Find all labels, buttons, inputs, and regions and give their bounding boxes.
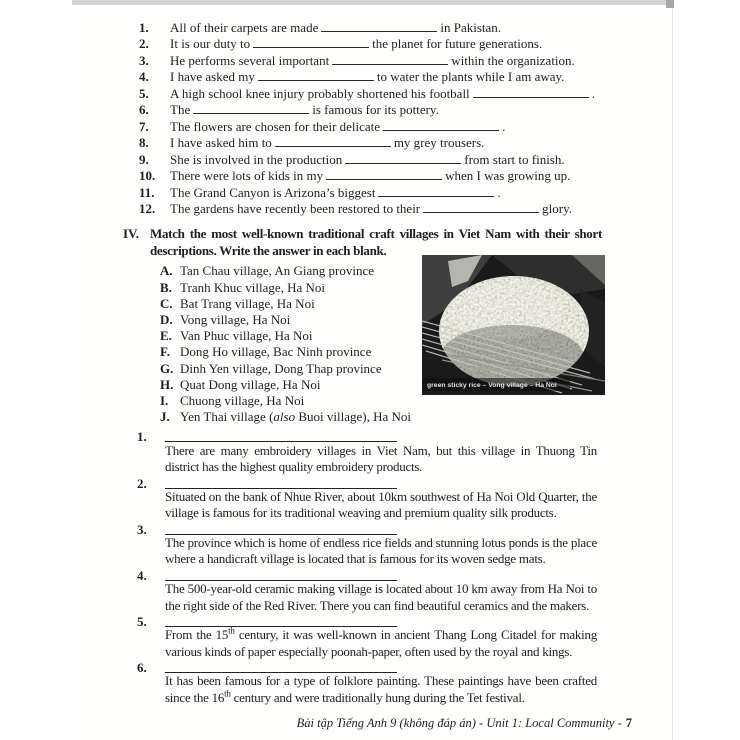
item-text-before: All of their carpets are made xyxy=(170,20,319,35)
item-number: 4. xyxy=(139,69,149,85)
item-text-after: from start to finish. xyxy=(464,151,565,167)
option-letter: A. xyxy=(160,263,173,279)
text-part: The 500-year-old ceramic making village is located about 10 km away from Ha Noi to the right side of the Red River. There you can find beautiful ceramics and the makers. xyxy=(165,581,597,613)
exercise-number: IV. xyxy=(123,226,140,242)
option-text: Dong Ho village, Bac Ninh province xyxy=(180,344,372,360)
craft-photo xyxy=(422,255,605,395)
exercise-heading-text: Match the most well-known traditional craft villages in Viet Nam with their short descriptions. Write the answer in each blank. xyxy=(150,226,602,259)
item-number: 11. xyxy=(139,184,155,200)
description-item-4 xyxy=(137,567,597,614)
description-item-2 xyxy=(137,475,597,522)
fill-blank-item-7 xyxy=(139,119,672,135)
item-text-after: my grey trousers. xyxy=(393,135,485,151)
fill-blank-item-5 xyxy=(139,86,672,102)
answer-blank-line xyxy=(165,522,397,535)
description-number: 2. xyxy=(137,475,147,491)
fill-blank-line xyxy=(383,119,499,131)
fill-blank-item-1 xyxy=(139,20,672,36)
text-part: Situated on the bank of Nhue River, about 10km southwest of Ha Noi Old Quarter, the village is famous for its traditional weaving and premium quality silk products. xyxy=(165,489,597,521)
description-text xyxy=(165,581,597,614)
page-footer xyxy=(70,716,632,731)
item-number: 5. xyxy=(139,85,149,101)
fill-blank-line xyxy=(345,152,461,164)
fill-blank-line xyxy=(193,102,309,114)
description-number: 5. xyxy=(137,613,147,629)
option-text: Quat Dong village, Ha Noi xyxy=(180,376,321,392)
text-part: The province which is home of endless rice fields and stunning lotus ponds is the place where a handicraft village is located that is famous for its woven sedge mats. xyxy=(165,535,597,567)
option-letter: F. xyxy=(160,344,170,360)
fill-blank-item-6 xyxy=(139,102,672,118)
item-number: 10. xyxy=(139,168,156,184)
option-text-italic: also xyxy=(273,409,296,425)
option-text: Yen Thai village ( xyxy=(180,409,274,425)
option-text: Tranh Khuc village, Ha Noi xyxy=(180,279,326,295)
description-text xyxy=(165,535,597,568)
ordinal-suffix: th xyxy=(224,688,231,699)
item-text-before: He performs several important xyxy=(170,52,330,68)
option-i xyxy=(160,393,672,409)
answer-blank-row xyxy=(165,522,597,536)
fill-blank-line xyxy=(332,53,448,65)
answer-blank-row xyxy=(165,476,597,490)
option-letter: D. xyxy=(160,312,173,328)
item-number: 3. xyxy=(139,52,149,68)
fill-blank-item-11 xyxy=(139,185,672,201)
text-part: From the 15 xyxy=(165,627,229,643)
option-text-post: Buoi village), Ha Noi xyxy=(295,409,411,425)
item-text-before: The flowers are chosen for their delicate xyxy=(170,118,381,134)
option-letter: C. xyxy=(160,295,173,311)
description-item-6 xyxy=(137,659,597,706)
item-text-after: is famous for its pottery. xyxy=(312,102,439,118)
description-item-1 xyxy=(137,429,597,475)
fill-blank-line xyxy=(473,86,589,98)
option-letter: J. xyxy=(160,409,170,425)
item-text-after: glory. xyxy=(542,200,572,216)
workbook-page xyxy=(70,0,673,740)
item-text-after: in Pakistan. xyxy=(440,20,502,35)
option-text: Chuong village, Ha Noi xyxy=(180,393,305,409)
answer-blank-line xyxy=(165,476,397,489)
fill-blank-item-2 xyxy=(139,36,672,52)
answer-blank-line xyxy=(165,614,397,627)
option-letter: E. xyxy=(160,328,172,344)
description-text xyxy=(165,443,597,476)
footer-book-title: Bài tập Tiếng Anh 9 (không đáp án) - Unit 1: Local Community - xyxy=(296,716,622,731)
item-number: 6. xyxy=(139,102,149,118)
fill-blank-line xyxy=(378,185,494,197)
item-text-before: The xyxy=(170,102,191,118)
answer-blank-row xyxy=(165,568,597,582)
item-number: 2. xyxy=(139,36,149,52)
item-text-before: It is our duty to xyxy=(170,36,251,52)
option-text: Bat Trang village, Ha Noi xyxy=(180,295,315,311)
option-letter: G. xyxy=(160,360,174,376)
fill-blank-item-8 xyxy=(139,135,672,151)
fill-blank-item-3 xyxy=(139,53,672,69)
item-text-before: The gardens have recently been restored to their xyxy=(170,200,421,216)
photo-caption: green sticky rice – Vong village – Ha Noi xyxy=(427,382,557,389)
fill-blank-line xyxy=(326,168,442,180)
option-letter: H. xyxy=(160,376,174,392)
item-text-after: the planet for future generations. xyxy=(372,36,543,52)
fill-blank-line xyxy=(275,135,391,147)
description-number: 6. xyxy=(137,659,147,675)
ordinal-suffix: th xyxy=(228,626,235,637)
item-text-after: . xyxy=(591,85,595,101)
item-text-after: to water the plants while I am away. xyxy=(376,69,565,85)
fill-blank-item-9 xyxy=(139,152,672,168)
text-part: century and were traditionally hung during the Tet festival. xyxy=(230,689,525,705)
item-number: 12. xyxy=(139,200,156,216)
village-descriptions xyxy=(70,429,672,706)
fill-blank-line xyxy=(258,69,374,81)
text-part: There are many embroidery villages in Viet Nam, but this village in Thuong Tin district has the highest quality embroidery products. xyxy=(165,442,597,475)
description-number: 4. xyxy=(137,567,147,583)
answer-blank-row xyxy=(165,660,597,674)
text-part: It has been famous for a type of folklore painting. These paintings have been crafted since the 16 xyxy=(165,673,597,705)
description-text xyxy=(165,673,597,706)
description-item-5 xyxy=(137,613,597,660)
item-text-after: when I was growing up. xyxy=(445,168,571,184)
fill-blank-line xyxy=(253,36,369,48)
description-number: 3. xyxy=(137,521,147,537)
item-number: 8. xyxy=(139,135,149,151)
item-text-after: within the organization. xyxy=(451,52,575,68)
option-j xyxy=(160,409,672,425)
fill-blank-item-12 xyxy=(139,201,672,217)
item-text-before: The Grand Canyon is Arizona’s biggest xyxy=(170,184,376,200)
fill-blank-line xyxy=(321,20,437,32)
text-part: century, it was well-known in ancient Thang Long Citadel for making various kinds of paper especially poonah-paper, often used by the royal and kings. xyxy=(165,627,597,659)
footer-page-number: 7 xyxy=(625,716,632,731)
description-text xyxy=(165,627,597,660)
item-text-after: . xyxy=(502,118,506,134)
description-text xyxy=(165,489,597,522)
item-text-after: . xyxy=(497,184,501,200)
option-letter: B. xyxy=(160,279,172,295)
fill-blank-line xyxy=(423,201,539,213)
item-text-before: There were lots of kids in my xyxy=(170,168,324,184)
option-letter: I. xyxy=(160,393,169,409)
item-text-before: A high school knee injury probably shortened his football xyxy=(170,85,470,101)
item-number: 1. xyxy=(139,20,149,35)
option-text: Tan Chau village, An Giang province xyxy=(180,263,375,279)
fill-blank-item-10 xyxy=(139,168,672,184)
item-text-before: I have asked him to xyxy=(170,135,272,151)
answer-blank-line xyxy=(165,568,397,581)
description-item-3 xyxy=(137,521,597,568)
option-text: Dinh Yen village, Dong Thap province xyxy=(180,360,382,376)
answer-blank-line xyxy=(165,660,397,673)
fill-in-blank-list xyxy=(139,20,672,217)
item-text-before: I have asked my xyxy=(170,69,255,85)
fill-blank-item-4 xyxy=(139,69,672,85)
option-text: Vong village, Ha Noi xyxy=(180,312,291,328)
description-number: 1. xyxy=(137,429,147,445)
answer-blank-line xyxy=(165,429,397,442)
answer-blank-row xyxy=(165,429,597,443)
item-number: 7. xyxy=(139,118,149,134)
option-text: Van Phuc village, Ha Noi xyxy=(180,328,313,344)
craft-photo-image xyxy=(422,255,605,395)
item-text-before: She is involved in the production xyxy=(170,151,343,167)
item-number: 9. xyxy=(139,151,149,167)
